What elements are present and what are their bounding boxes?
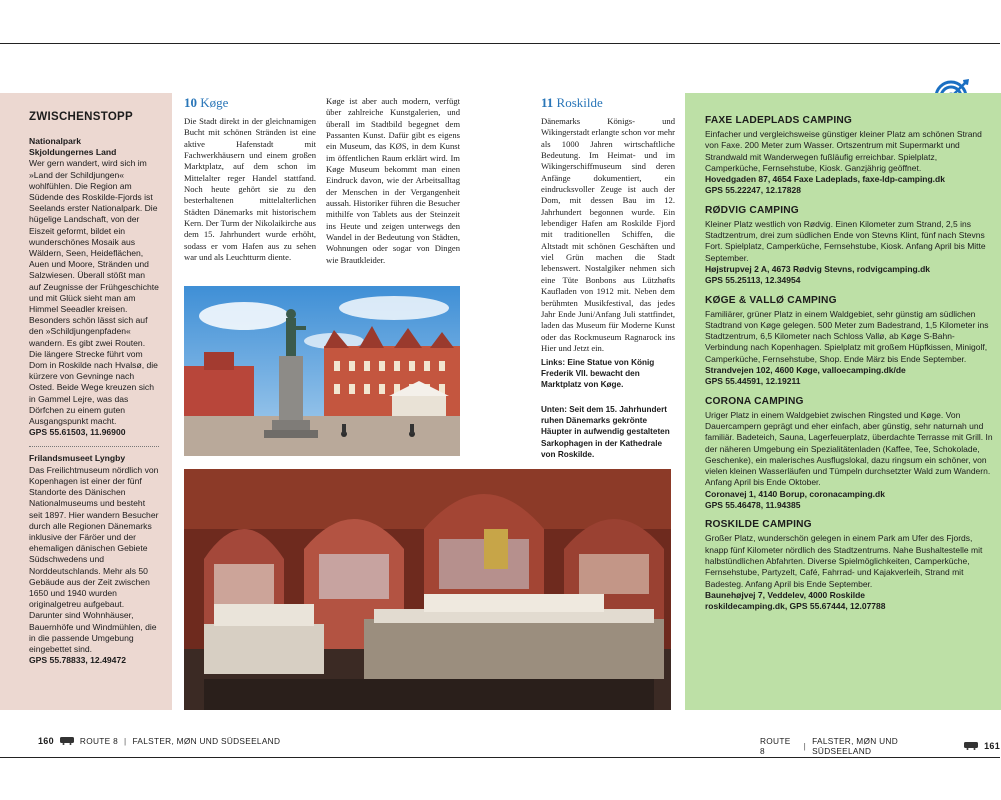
koge-text-1: Die Stadt direkt in der gleichnamigen Bucht mit schönen Stränden ist eine aktive Hafenstadt mit Fachwerkhäusern und einem großen Marktplatz, auf dem schon im Mittelalter reger Handel stattfand. Noch heute gehört sie zu den besterhaltenen mittelalterlichen Städten Dänemarks mit historischem Kern. Der Turm der Nikolaikirche aus dem 15. Jahrhundert wurde erhöht, sodass er vom Hafen aus zu sehen war und als Leuchtturm diente. — [184, 116, 316, 263]
camping-text: Kleiner Platz westlich von Rødvig. Einen Kilometer zum Strand, 2,5 ins Stadtzentrum, drei zum südlichen Ende von Stevns Klint, fünf nach Stevns Fort. Spielplatz, Camperküche, Fernsehstube, Kiosk. Anfang April bis Mitte September. — [705, 218, 986, 263]
camping-gps: GPS 55.46478, 11.94385 — [705, 500, 801, 511]
camping-name: FAXE LADEPLADS CAMPING — [705, 115, 853, 126]
camping-entry — [705, 115, 993, 197]
footer-left — [38, 736, 280, 746]
frilandsmuseet-title: Frilandsmuseet Lyngby — [29, 453, 126, 464]
camping-name: RØDVIG CAMPING — [705, 204, 799, 216]
camping-gps: GPS 55.25113, 12.34954 — [705, 275, 801, 286]
nationalpark-subtitle: Skjoldungernes Land — [29, 147, 117, 158]
camping-name: KØGE & VALLØ CAMPING — [705, 294, 837, 306]
camping-text: Großer Platz, wunderschön gelegen in einem Park am Ufer des Fjords, knapp fünf Kilometer nördlich des Stadtzentrums. Nahe Bushaltestelle mit halbstündlichen Abfahrten. Diverse Spielmöglichkeiten, Camperküche, Fernsehstube, Partyzelt, Café, Fahrrad- und Kajakverleih, Strand mit Badesteg. Anfang April bis Ende September. — [705, 533, 983, 589]
camping-entry — [705, 519, 993, 612]
nationalpark-text: Wer gern wandert, wird sich im »Land der Schildjungen« wohlfühlen. Die Region am Südende des Roskilde-Fjords ist Seelands erster Nationalpark. Die hügelige Landschaft, von der Eiszeit geformt, bildet ein wunderschönes Mosaik aus Wäldern, Seen, Heideflächen, Auen und Moore, Stränden und Salzwiesen. Überall stößt man auf Zeugnisse der Frühgeschichte und mit Glück sieht man am Himmel Seeadler kreisen. Besonders schön lässt sich auf den »Schildjungenpfaden« wandern. Es gibt zwei Routen. Die längere Strecke führt vom Dom in Roskilde nach Hvalsø, die kürzere von Gevninge nach Osted. Beide Wege kreuzen sich in Gammel Lejre, was das Dörfchen zu einem guten Ausgangspunkt macht. — [29, 158, 159, 427]
camping-gps: GPS 55.44591, 12.19211 — [705, 376, 801, 387]
roskilde-column — [541, 95, 675, 353]
footer-region: FALSTER, MØN UND SÜDSEELAND — [812, 736, 899, 756]
roskilde-cathedral-photo — [184, 469, 671, 710]
nationalpark-title: Nationalpark — [29, 136, 82, 146]
camping-panel — [685, 93, 1001, 710]
footer-separator: | — [123, 736, 127, 746]
footer-route: ROUTE 8 — [760, 736, 791, 756]
camping-text: Uriger Platz in einem Waldgebiet zwischen Ringsted und Køge. Von Dauercampern geprägt und eher einfach, aber günstig, sehr naturnah und familiär. Badeteich, Sauna, Lagerfeuerplatz, überdachte Terrasse mit Grill. In der näheren Umgebung ein Spezialitätenladen (Kaffee, Tee, Schokolade, Geschenke), ein malerisches Ausflugslokal, dazu ringsum ein schöner, von vielen kleinen Wasserläufen und Tümpeln durchsetzter Wald zum Wandern. Anfang April bis Ende Oktober. — [705, 409, 993, 488]
sidebar-divider — [29, 446, 159, 447]
zwischenstopp-sidebar — [0, 93, 172, 710]
camping-gps: GPS 55.22247, 12.17828 — [705, 185, 801, 196]
camper-icon — [60, 737, 74, 745]
page-number-left: 160 — [38, 736, 54, 746]
camping-address: Højstrupvej 2 A, 4673 Rødvig Stevns, rodvigcamping.dk — [705, 263, 930, 274]
camping-name: ROSKILDE CAMPING — [705, 519, 812, 531]
camping-address: Hovedgaden 87, 4654 Faxe Ladeplads, faxe-ldp-camping.dk — [705, 174, 945, 185]
koge-column-1 — [184, 95, 316, 270]
page-number-right: 161 — [984, 741, 1000, 751]
footer-separator: | — [803, 741, 807, 751]
footer-right — [760, 736, 1000, 756]
koge-text-2: Køge ist aber auch modern, verfügt über zahlreiche Kunstgalerien, und überall im Stadtbild begegnet dem Passanten Kunst. Dafür gibt es eigens ein Museum, das KØS, in dem Kunst im öffentlichen Raum erklärt wird. Im Køge Museum bekommt man einen Eindruck davon, wie der Arbeitsalltag der Menschen in der Vergangenheit aussah. Historiker führen die Besucher mithilfe von Tablets aus der Steinzeit ins Heute und zeigen unterwegs den Wandel in der Bedeutung von Städten, Wohnungen oder sogar von Dingen wie Brautkleider. — [326, 96, 460, 265]
camper-icon — [964, 742, 978, 750]
frilandsmuseet-text: Das Freilichtmuseum nördlich von Kopenhagen ist einer der fünf Standorte des Dänischen Nationalmuseums und besteht seit 1897. Hier wandern Besucher durch alle Regionen Dänemarks inklusive der Färöer und der ehemaligen dänischen Gebiete Südschwedens und Norddeutschlands. Mehr als 50 Gebäude aus der Zeit zwischen 1650 und 1940 wurden originalgetreu aufgebaut. Darunter sind Wohnhäuser, Bauernhöfe und Windmühlen, die in die passende Umgebung eingebettet sind. — [29, 464, 159, 654]
bottom-rule — [0, 757, 1000, 758]
camping-address: Strandvejen 102, 4600 Køge, valloecamping.dk/de — [705, 365, 906, 376]
sidebar-heading: ZWISCHENSTOPP — [29, 111, 134, 123]
roskilde-number: 11 — [541, 95, 554, 110]
koge-column-2 — [326, 96, 460, 271]
caption-left: Links: Eine Statue von König Frederik VII. bewacht den Marktplatz von Køge. — [541, 358, 655, 390]
koge-name: Køge — [200, 95, 229, 110]
caption-below: Unten: Seit dem 15. Jahrhundert ruhen Dänemarks gekrönte Häupter in aufwendig gestalteten Sarkophagen in der Kathedrale von Roskilde. — [541, 405, 670, 459]
footer-route: ROUTE 8 — [79, 736, 118, 746]
camping-entry — [705, 295, 993, 388]
koge-heading — [184, 95, 316, 110]
roskilde-heading — [541, 95, 675, 110]
camping-gps: roskildecamping.dk, GPS 55.67444, 12.07788 — [705, 601, 886, 612]
camping-address: Baunehøjvej 7, Veddelev, 4000 Roskilde — [705, 589, 865, 600]
frilandsmuseet-gps: GPS 55.78833, 12.49472 — [29, 655, 126, 666]
camping-entry — [705, 396, 993, 512]
footer-region: FALSTER, MØN UND SÜDSEELAND — [132, 736, 281, 746]
koge-number: 10 — [184, 95, 197, 110]
camping-address: Coronavej 1, 4140 Borup, coronacamping.dk — [705, 488, 885, 499]
camping-entry — [705, 205, 993, 287]
koge-statue-photo — [184, 286, 460, 456]
camping-name: CORONA CAMPING — [705, 395, 804, 407]
nationalpark-gps: GPS 55.61503, 11.96900 — [29, 427, 126, 438]
top-rule — [0, 43, 1000, 44]
roskilde-name: Roskilde — [556, 95, 603, 110]
camping-text: Einfacher und vergleichsweise günstiger kleiner Platz am schönen Strand von Faxe. 200 Meter zum Wasser. Ortszentrum mit Supermarkt und Strandwald mit Wanderwegen fußläufig erreichbar. Spielplatz, Camperküche, Fernsehstube, Kiosk. Ganzjährig geöffnet. — [705, 129, 982, 173]
roskilde-text: Dänemarks Königs- und Wikingerstadt erlangte schon vor mehr als 1000 Jahren wirtschaftliche Bedeutung. Im Heimat- und im Wikingerschiffmuseum sind deren Anfänge dokumentiert, ein eindrucksvoller Zeuge ist auch der Dom, mit dessen Bau im 12. Jahrhundert begonnen wurde. Ein lebendiger Hafen am Roskilde Fjord mit traditionellen Schiffen, die Altstadt mit schönen Geschäften und viel Grün machen die Stadt lebenswert. Nostalgiker nehmen sich eine Tüte Bonbons aus Lützhøfts Kaufladen von 1912 mit. Neben dem berühmten Musikfestival, das jedes Jahr Ende Juni/Anfang Juli stattfindet, laden das Museum für Moderne Kunst oder das Rockmuseum Ragnarock ins Hier und Jetzt ein. — [541, 116, 675, 353]
camping-text: Familiärer, grüner Platz in einem Waldgebiet, sehr günstig am südlichen Stadtrand von Køge gelegen. 500 Meter zum Badestrand, 1,5 Kilometer ins Stadtzentrum, 6,5 Kilometer nach Schloss Vallø, ab Køge S-Bahn-Verbindung nach Kopenhagen. Spielplatz mit großem Hüpfkissen, Minigolf, Camperküche, Fernsehstube, Shop. Ende März bis Ende September. — [705, 308, 989, 364]
